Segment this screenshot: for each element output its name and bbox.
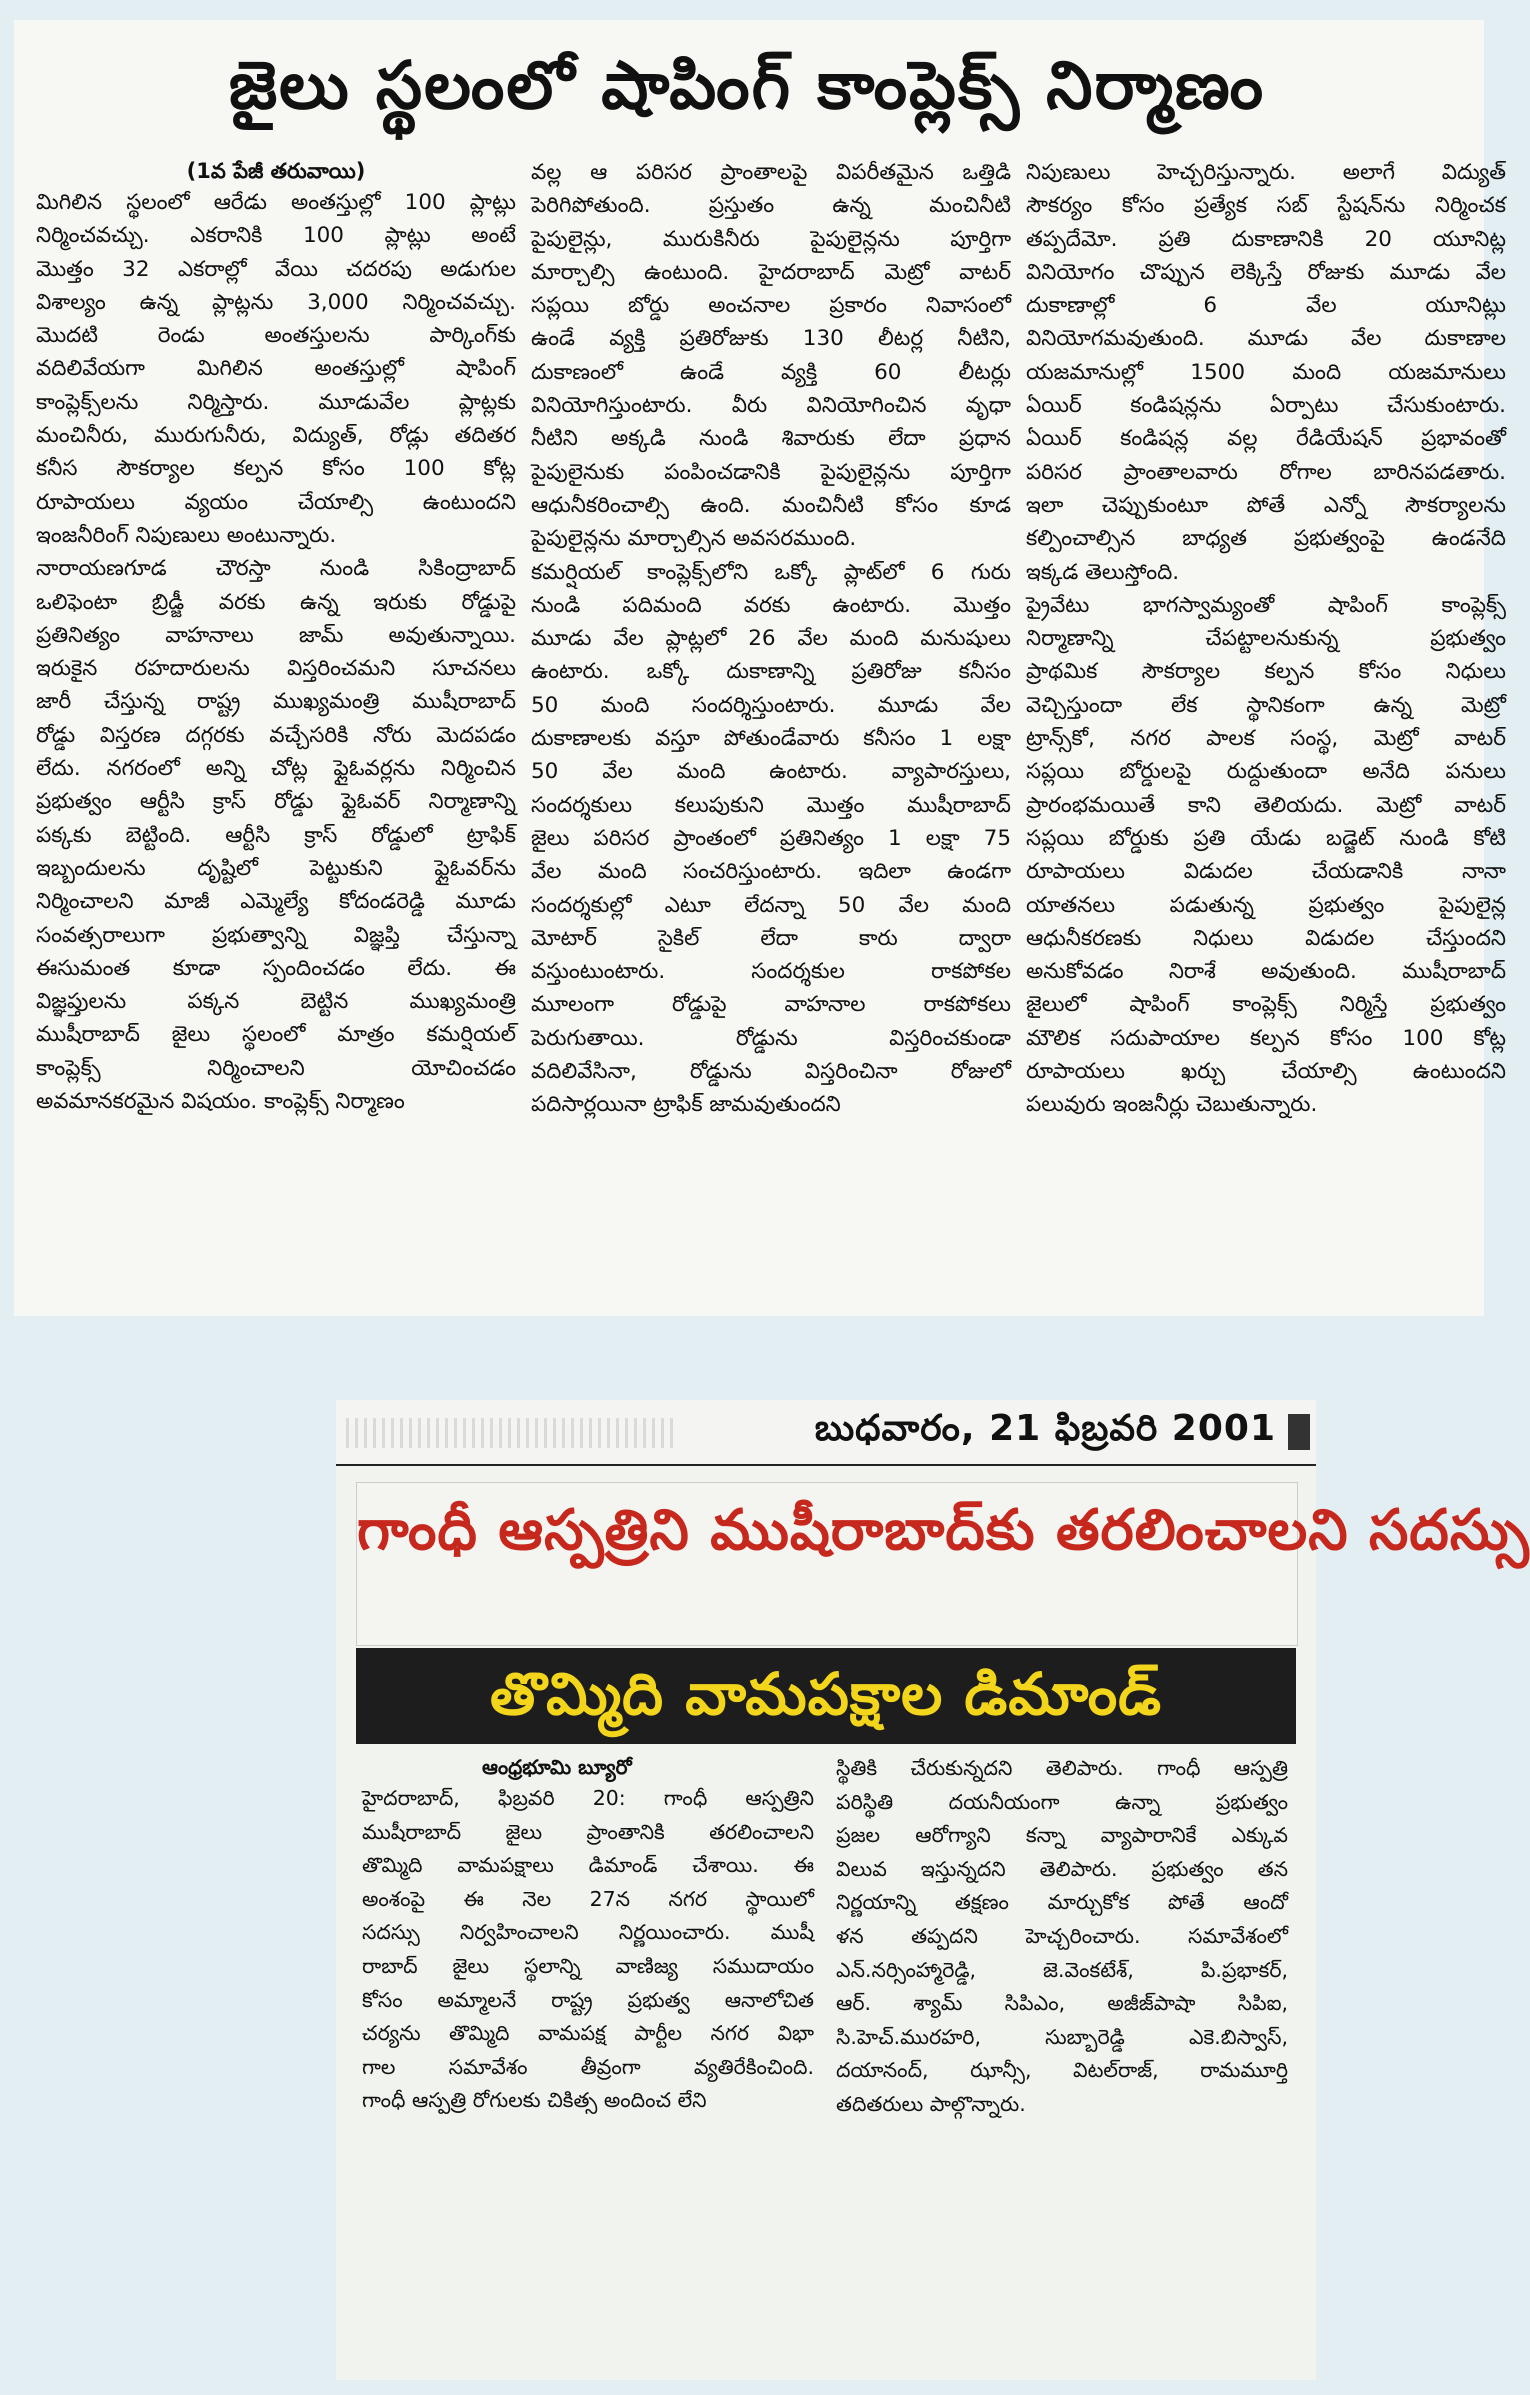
text-line: ఇక్కడ తెలుస్తోంది. (1026, 559, 1180, 585)
text-line: సప్లయి బోర్డులపై రుద్దుతుందా అనేది పనులు (1026, 759, 1506, 785)
text-line: వినియోగం చొప్పున లెక్కిస్తే రోజుకు మూడు వేల (1026, 259, 1506, 285)
article-column-1 (362, 1752, 814, 2122)
text-line: ప్రాథమిక సౌకర్యాల కల్పన కోసం నిధులు (1026, 659, 1506, 685)
text-line: పైపులైనుకు పంపించడానికి పైపులైన్లను పూర్తిగా (531, 459, 1011, 485)
text-line: మూడు వేల ప్లాట్లలో 26 వేల మంది మనుషులు (531, 626, 1011, 652)
text-line: నీటిని అక్కడి నుండి శివారుకు లేదా ప్రధాన (531, 426, 1011, 452)
article-headline: గాంధీ ఆస్పత్రిని ముషీరాబాద్‌కు తరలించాలని సదస్సు (357, 1497, 1530, 1563)
text-line: నిర్ణయాన్ని తక్షణం మార్చుకోక పోతే ఆందో (836, 1890, 1288, 1915)
text-line: మౌలిక సదుపాయాల కల్పన కోసం 100 కోట్ల (1026, 1025, 1506, 1051)
text-line: 50 వేల మంది ఉంటారు. వ్యాపారస్తులు, (531, 759, 1011, 785)
text-line: యాతనలు పడుతున్న ప్రభుత్వం పైపులైన్ల (1026, 892, 1506, 918)
text-line: నిర్మాణాన్ని చేపట్టాలనుకున్న ప్రభుత్వం (1026, 626, 1506, 652)
text-line: పలువురు ఇంజనీర్లు చెబుతున్నారు. (1026, 1092, 1318, 1118)
text-line: స్థితికి చేరుకున్నదని తెలిపారు. గాంధీ ఆస్పత్రి (836, 1756, 1288, 1780)
text-line: దుకాణాల్లో 6 వేల యూనిట్లు (1026, 293, 1506, 319)
text-line: గాల సమావేశం తీవ్రంగా వ్యతిరేకించింది. (362, 2054, 814, 2079)
text-line: మార్చాల్సి ఉంటుంది. హైదరాబాద్ మెట్రో వాటర్ (531, 259, 1011, 285)
text-line: లేదు. నగరంలో అన్ని చోట్ల ఫ్లైఓవర్లను నిర్మించిన (36, 756, 516, 782)
news-clipping-jail-complex (14, 20, 1506, 1316)
text-line: సందర్శకుల్లో ఎటూ లేదన్నా 50 వేల మంది (531, 892, 1011, 918)
text-line: మంచినీరు, మురుగునీరు, విద్యుత్, రోడ్లు తదితర (36, 423, 516, 449)
text-line: దయానంద్, ఝాన్సీ, విటల్‌రాజ్, రామమూర్తి (836, 2058, 1288, 2083)
text-line: ఇలా చెప్పుకుంటూ పోతే ఎన్నో సౌకర్యాలను (1026, 492, 1506, 518)
column-2-text (836, 1752, 1288, 2122)
text-line: ముషీరాబాద్ జైలు స్థలంలో మాత్రం కమర్షియల్ (36, 1022, 516, 1048)
text-line: కాంప్లెక్స్‌లను నిర్మిస్తారు. మూడువేల ప్లాట్లకు (36, 389, 516, 415)
text-line: 50 మంది సందర్శిస్తుంటారు. మూడు వేల (531, 692, 1011, 718)
text-line: గాంధీ ఆస్పత్రి రోగులకు చికిత్స అందించ లేని (362, 2088, 707, 2113)
text-line: ప్రైవేటు భాగస్వామ్యంతో షాపింగ్ కాంప్లెక్స్ (1026, 592, 1506, 618)
text-line: సంవత్సరాలుగా ప్రభుత్వాన్ని విజ్ఞప్తి చేస్తున్నా (36, 922, 516, 948)
text-line: విజ్ఞప్తులను పక్కన బెట్టిన ముఖ్యమంత్రి (36, 989, 516, 1015)
text-line: జారీ చేస్తున్న రాష్ట్ర ముఖ్యమంత్రి ముషీరాబాద్ (36, 689, 516, 715)
text-line: ఆధునీకరణకు నిధులు విడుదల చేస్తుందని (1026, 925, 1506, 951)
date-marker-block (1288, 1414, 1310, 1450)
text-line: నిపుణులు హెచ్చరిస్తున్నారు. అలాగే విద్యుత్ (1026, 160, 1506, 185)
text-line: ఇంజనీరింగ్ నిపుణులు అంటున్నారు. (36, 522, 337, 548)
text-line: ముషీరాబాద్ జైలు ప్రాంతానికి తరలించాలని (362, 1819, 814, 1844)
text-line: ఇబ్బందులను దృష్టిలో పెట్టుకుని ఫ్లైఓవర్‌ను (36, 855, 516, 881)
text-line: వల్ల ఆ పరిసర ప్రాంతాలపై విపరీతమైన ఒత్తిడి (531, 160, 1011, 185)
text-line: జైలు పరిసర ప్రాంతంలో ప్రతినిత్యం 1 లక్షా 75 (531, 825, 1011, 851)
text-line: పెరుగుతాయి. రోడ్డును విస్తరించకుండా (531, 1025, 1011, 1051)
text-line: యజమానుల్లో 1500 మంది యజమానులు (1026, 359, 1506, 385)
text-line: ఏయిర్ కండిషన్లను ఏర్పాటు చేసుకుంటారు. (1026, 393, 1506, 419)
publication-date: బుధవారం, 21 ఫిబ్రవరి 2001 (814, 1408, 1276, 1449)
text-line: వేల మంది సంచరిస్తుంటారు. ఇదిలా ఉండగా (531, 859, 1011, 885)
text-line: రోడ్డు విస్తరణ దగ్గరకు వచ్చేసరికి నోరు మెదపడం (36, 722, 516, 748)
text-line: ప్రతినిత్యం వాహనాలు జామ్ అవుతున్నాయి. (36, 622, 516, 648)
text-line: వస్తుంటుంటారు. సందర్శకుల రాకపోకల (531, 959, 1011, 985)
text-line: ఇరుకైన రహదారులను విస్తరించమని సూచనలు (36, 656, 516, 682)
text-line: ఎన్.నర్సింహ్మారెడ్డి, జె.వెంకటేశ్, పి.ప్రభాకర్, (836, 1957, 1288, 1982)
text-line: తొమ్మిది వామపక్షాలు డిమాండ్ చేశాయి. ఈ (362, 1853, 814, 1878)
article-columns (36, 156, 1506, 1122)
text-line: నిర్మించవచ్చు. ఎకరానికి 100 ప్లాట్లు అంటే (36, 223, 516, 249)
text-line: కోసం అమ్మాలనే రాష్ట్ర ప్రభుత్వ ఆనాలోచిత (362, 1987, 814, 2012)
column-1-text (36, 186, 516, 1118)
text-line: చర్యను తొమ్మిది వామపక్ష పార్టీల నగర విభా (362, 2021, 814, 2046)
text-line: కాంప్లెక్స్ నిర్మించాలని యోచించడం (36, 1055, 516, 1081)
text-line: సౌకర్యం కోసం ప్రత్యేక సబ్ స్టేషన్‌ను నిర్మించక (1026, 193, 1506, 219)
text-line: ళన తప్పదని హెచ్చరించారు. సమావేశంలో (836, 1923, 1288, 1948)
article-subheadline: తొమ్మిది వామపక్షాల డిమాండ్ (489, 1660, 1163, 1728)
text-line: మొదటి రెండు అంతస్తులను పార్కింగ్‌కు (36, 323, 516, 349)
dateline-bar (336, 1400, 1316, 1466)
article-headline: జైలు స్థలంలో షాపింగ్ కాంప్లెక్స్ నిర్మాణం (228, 47, 1266, 124)
text-line: ఉంటారు. ఒక్కో దుకాణాన్ని ప్రతిరోజు కనీసం (531, 659, 1011, 685)
text-line: పైపులైన్లను మార్చాల్సిన అవసరముంది. (531, 526, 857, 552)
column-3-text (1026, 156, 1506, 1122)
article-column-1 (36, 156, 516, 1122)
text-line: ఉండే వ్యక్తి ప్రతిరోజుకు 130 లీటర్ల నీటిని, (531, 326, 1011, 352)
text-line: పరిస్థితి దయనీయంగా ఉన్నా ప్రభుత్వం (836, 1789, 1288, 1814)
text-line: నిర్మించాలని మాజీ ఎమ్మెల్యే కోదండరెడ్డి మూడు (36, 889, 516, 915)
article-columns (362, 1752, 1292, 2122)
text-line: రూపాయలు ఖర్చు చేయాల్సి ఉంటుందని (1026, 1059, 1506, 1085)
text-line: వినియోగమవుతుంది. మూడు వేల దుకాణాల (1026, 326, 1506, 352)
text-line: కనీస సౌకర్యాల కల్పన కోసం 100 కోట్ల (36, 456, 516, 482)
text-line: మొత్తం 32 ఎకరాల్లో వేయి చదరపు అడుగుల (36, 256, 516, 282)
text-line: ఈసుమంత కూడా స్పందించడం లేదు. ఈ (36, 955, 516, 981)
text-line: మూలంగా రోడ్డుపై వాహనాల రాకపోకలు (531, 992, 1011, 1018)
text-line: వెచ్చిస్తుందా లేక స్థానికంగా ఉన్న మెట్రో (1026, 692, 1506, 718)
text-line: సప్లయి బోర్డు అంచనాల ప్రకారం నివాసంలో (531, 293, 1011, 319)
text-line: పరిసర ప్రాంతాలవారు రోగాల బారినపడతారు. (1026, 459, 1506, 485)
text-line: అనుకోవడం నిరాశే అవుతుంది. ముషీరాబాద్ (1026, 959, 1506, 985)
text-line: దుకాణాలకు వస్తూ పోతుండేవారు కనీసం 1 లక్షా (531, 726, 1011, 752)
subheadline-bar (356, 1648, 1296, 1744)
article-column-2 (531, 156, 1011, 1122)
text-line: ట్రాన్స్‌కో, నగర పాలక సంస్థ, మెట్రో వాటర్ (1026, 726, 1506, 752)
text-line: రూపాయలు విడుదల చేయడానికి నానా (1026, 859, 1506, 885)
text-line: ఒలిఫెంటా బ్రిడ్జీ వరకు ఉన్న ఇరుకు రోడ్డుపై (36, 589, 516, 615)
text-line: ప్రజల ఆరోగ్యాని కన్నా వ్యాపారానికే ఎక్కువ (836, 1823, 1288, 1848)
text-line: అవమానకరమైన విషయం. కాంప్లెక్స్ నిర్మాణం (36, 1089, 405, 1115)
text-line: వదిలివేయగా మిగిలిన అంతస్తుల్లో షాపింగ్ (36, 356, 516, 382)
text-line: వినియోగిస్తుంటారు. వీరు వినియోగించిన వృధా (531, 393, 1011, 419)
text-line: నారాయణగూడ చౌరస్తా నుండి సికింద్రాబాద్ (36, 556, 516, 582)
text-line: కల్పించాల్సిన బాధ్యత ప్రభుత్వంపై ఉండనేది (1026, 526, 1506, 552)
article-column-3 (1026, 156, 1506, 1122)
text-line: సదస్సు నిర్వహించాలని నిర్ణయించారు. ముషీ (362, 1920, 814, 1945)
column-1-text (362, 1782, 814, 2118)
headline-box (356, 1482, 1530, 1646)
text-line: ఆర్. శ్యామ్ సిపిఎం, అజీజ్‌పాషా సిపిఐ, (836, 1991, 1288, 2016)
text-line: జైలులో షాపింగ్ కాంప్లెక్స్ నిర్మిస్తే ప్రభుత్వం (1026, 992, 1506, 1018)
text-line: సందర్శకులు కలుపుకుని మొత్తం ముషీరాబాద్ (531, 792, 1011, 818)
text-line: విశాల్యం ఉన్న ప్లాట్లను 3,000 నిర్మించవచ్చు. (36, 289, 516, 315)
article-column-2 (836, 1752, 1288, 2122)
text-line: ప్రారంభమయితే కాని తెలియదు. మెట్రో వాటర్ (1026, 792, 1506, 818)
text-line: నుండి పదిమంది వరకు ఉంటారు. మొత్తం (531, 592, 1011, 618)
continued-note: (1వ పేజీ తరువాయి) (186, 159, 366, 183)
text-line: పదిసార్లయినా ట్రాఫిక్ జామవుతుందని (531, 1092, 841, 1118)
text-line: ప్రభుత్వం ఆర్టీసి క్రాస్ రోడ్డు ఫ్లైఓవర్ నిర్మాణాన్ని (36, 789, 516, 815)
text-line: తప్పదేమో. ప్రతి దుకాణానికి 20 యూనిట్ల (1026, 226, 1506, 252)
text-line: మిగిలిన స్థలంలో ఆరేడు అంతస్తుల్లో 100 ప్లాట్లు (36, 190, 516, 215)
text-line: రూపాయలు వ్యయం చేయాల్సి ఉంటుందని (36, 489, 516, 515)
byline: ఆంధ్రభూమి బ్యూరో (482, 1755, 632, 1779)
text-line: కమర్షియల్ కాంప్లెక్స్‌లోని ఒక్కో ప్లాట్‌లో 6 గురు (531, 559, 1011, 585)
text-line: రాబాద్ జైలు స్థలాన్ని వాణిజ్య సముదాయం (362, 1953, 814, 1978)
text-line: అంశంపై ఈ నెల 27న నగర స్థాయిలో (362, 1886, 814, 1911)
text-line: తదితరులు పాల్గొన్నారు. (836, 2091, 1026, 2116)
text-line: పక్కకు బెట్టింది. ఆర్టీసి క్రాస్ రోడ్డులో ట్రాఫిక్ (36, 822, 516, 848)
text-line: పెరిగిపోతుంది. ప్రస్తుతం ఉన్న మంచినీటి (531, 193, 1011, 219)
text-line: సి.హెచ్.మురహరి, సుబ్బారెడ్డి ఎకె.బిస్వాస్, (836, 2024, 1288, 2049)
text-line: మోటార్ సైకిల్ లేదా కారు ద్వారా (531, 925, 1011, 951)
news-clipping-gandhi-hospital (336, 1400, 1530, 2380)
text-line: విలువ ఇస్తున్నదని తెలిపారు. ప్రభుత్వం తన (836, 1856, 1288, 1881)
column-2-text (531, 156, 1011, 1122)
text-line: హైదరాబాద్, ఫిబ్రవరి 20: గాంధీ ఆస్పత్రిని (362, 1786, 814, 1810)
text-line: ఏయిర్ కండిషన్ల వల్ల రేడియేషన్ ప్రభావంతో (1026, 426, 1506, 452)
text-line: వదిలివేసినా, రోడ్డును విస్తరించినా రోజులో (531, 1059, 1011, 1085)
print-speckle-decoration (346, 1418, 676, 1448)
text-line: పైపులైన్లు, మురుకినీరు పైపులైన్లను పూర్తిగా (531, 226, 1011, 252)
text-line: దుకాణంలో ఉండే వ్యక్తి 60 లీటర్లు (531, 359, 1011, 385)
text-line: సప్లయి బోర్డుకు ప్రతి యేడు బడ్జెట్ నుండి కోటి (1026, 825, 1506, 851)
text-line: ఆధునీకరించాల్సి ఉంది. మంచినీటి కోసం కూడ (531, 492, 1011, 518)
